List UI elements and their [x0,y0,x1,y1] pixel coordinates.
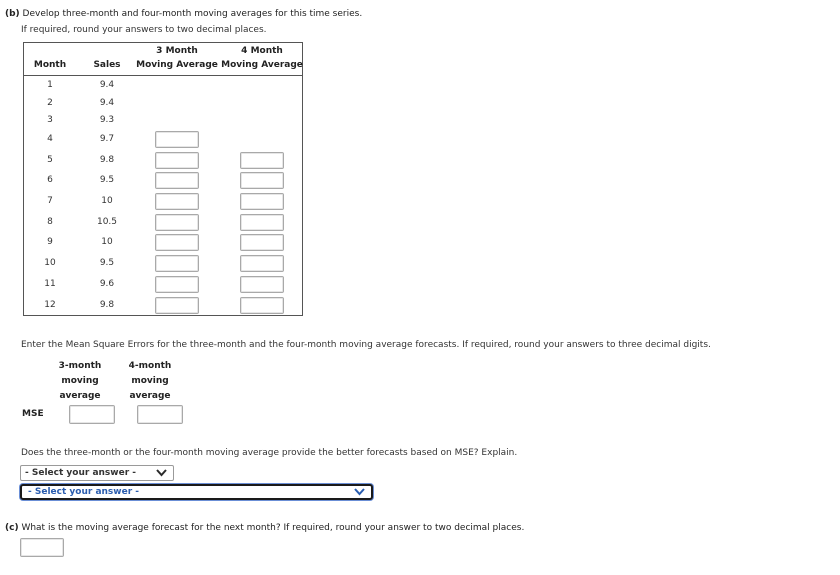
sales-header: Sales [93,60,121,70]
mse-3month-header-line3: average [59,391,101,401]
ma4-input-month-10[interactable] [240,255,284,272]
sales-cell: 9.8 [99,155,115,165]
part-c-question: What is the moving average forecast for the next month? If required, round your answer to two decimal places. [21,523,525,533]
mse-4month-input[interactable] [137,405,183,424]
ma4-header-line1: 4 Month [241,46,283,56]
part-b-heading [5,9,362,19]
compare-question: Does the three-month or the four-month moving average provide the better forecasts based on MSE? Explain. [21,448,518,458]
month-cell: 1 [47,80,53,90]
sales-cell: 9.7 [99,134,115,144]
mse-3month-header [50,359,110,404]
mse-4month-header [120,359,180,404]
ma3-input-month-12[interactable] [155,297,199,314]
sales-cell: 10.5 [96,217,118,227]
round-note: If required, round your answers to two decimal places. [21,25,267,35]
ma4-input-month-11[interactable] [240,276,284,293]
mse-3month-header-line2: moving [61,376,99,386]
ma4-input-month-8[interactable] [240,214,284,231]
month-header: Month [33,60,67,70]
ma4-input-month-12[interactable] [240,297,284,314]
month-cell: 10 [44,258,56,268]
ma3-header-line2: Moving Average [136,60,218,70]
month-cell: 6 [47,175,53,185]
ma4-input-month-5[interactable] [240,152,284,169]
explanation-select-value: - Select your answer - [28,487,140,497]
mse-4month-header-line3: average [129,391,171,401]
next-month-forecast-input[interactable] [20,538,64,557]
ma3-header-line1: 3 Month [156,46,198,56]
ma3-input-month-5[interactable] [155,152,199,169]
month-cell: 9 [47,237,53,247]
ma3-input-month-8[interactable] [155,214,199,231]
month-cell: 2 [47,98,53,108]
sales-cell: 9.4 [99,80,115,90]
sales-cell: 9.6 [99,279,115,289]
month-cell: 7 [47,196,53,206]
mse-3month-header-line1: 3-month [58,361,102,371]
ma4-input-month-7[interactable] [240,193,284,210]
sales-cell: 9.5 [99,258,115,268]
sales-cell: 9.3 [99,115,115,125]
better-forecast-select[interactable] [20,465,174,481]
explanation-select[interactable] [20,484,373,500]
sales-cell: 9.5 [99,175,115,185]
better-forecast-select-value: - Select your answer - [25,468,137,478]
ma3-input-month-10[interactable] [155,255,199,272]
ma4-header-line2: Moving Average [221,60,303,70]
month-cell: 8 [47,217,53,227]
ma3-input-month-4[interactable] [155,131,199,148]
chevron-down-icon [354,488,365,496]
mse-4month-header-line1: 4-month [128,361,172,371]
mse-3month-input[interactable] [69,405,115,424]
part-b-label: (b) [5,9,20,19]
month-cell: 3 [47,115,53,125]
sales-cell: 9.8 [99,300,115,310]
month-cell: 12 [44,300,56,310]
ma4-input-month-9[interactable] [240,234,284,251]
part-b-instruction: Develop three-month and four-month moving averages for this time series. [22,9,363,19]
mse-row-label: MSE [22,409,44,419]
mse-4month-header-line2: moving [131,376,169,386]
part-c-heading [5,523,524,533]
month-cell: 4 [47,134,53,144]
mse-instruction: Enter the Mean Square Errors for the three-month and the four-month moving average forecasts. If required, round your answers to three decimal digits. [21,340,711,350]
ma3-input-month-6[interactable] [155,172,199,189]
ma3-input-month-11[interactable] [155,276,199,293]
table-header-divider [23,75,303,76]
sales-cell: 10 [101,237,113,247]
month-cell: 5 [47,155,53,165]
sales-cell: 10 [101,196,113,206]
ma4-input-month-6[interactable] [240,172,284,189]
ma3-input-month-7[interactable] [155,193,199,210]
chevron-down-icon [156,469,167,477]
month-cell: 11 [44,279,56,289]
ma3-input-month-9[interactable] [155,234,199,251]
part-c-label: (c) [5,523,19,533]
sales-cell: 9.4 [99,98,115,108]
